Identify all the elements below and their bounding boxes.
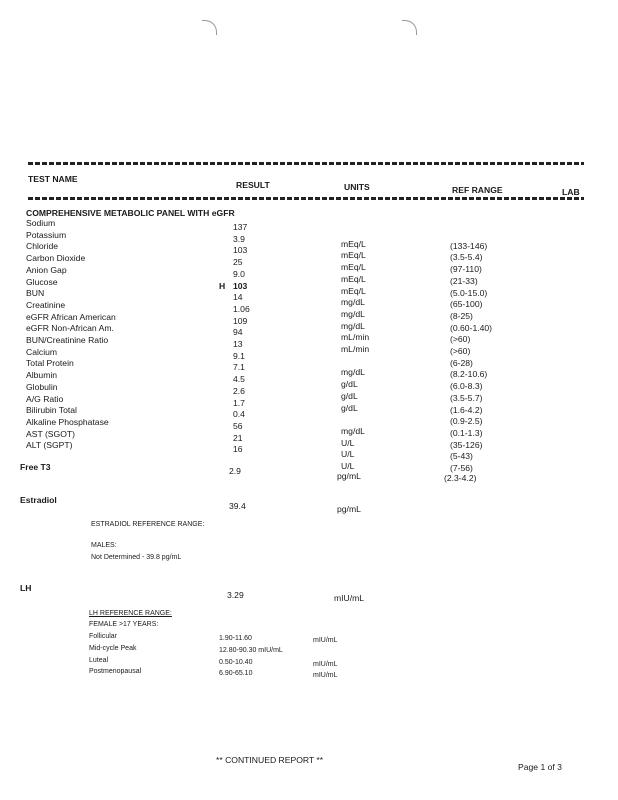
test-name: Glucose <box>26 276 58 287</box>
test-result: 94 <box>233 327 243 338</box>
page-number: Page 1 of 3 <box>518 762 562 772</box>
test-result: 14 <box>233 292 243 303</box>
estradiol-note-males: MALES: <box>91 542 117 549</box>
test-units: g/dL <box>341 390 358 401</box>
col-lab: LAB <box>562 187 580 197</box>
test-result: 7.1 <box>233 362 245 373</box>
free-t3-name: Free T3 <box>20 462 51 472</box>
test-name: Alkaline Phosphatase <box>26 416 109 427</box>
test-result: 4.5 <box>233 374 245 385</box>
test-name: ALT (SGPT) <box>26 440 73 451</box>
test-units: g/dL <box>341 379 358 390</box>
test-ref-range: (5-43) <box>450 451 473 462</box>
test-name: Anion Gap <box>26 264 67 275</box>
free-t3-ref: (2.3-4.2) <box>444 473 477 483</box>
test-ref-range: (6-28) <box>450 357 473 368</box>
lh-phase-label: Postmenopausal <box>89 668 142 676</box>
header-rule-bottom <box>28 197 584 200</box>
test-name: Total Protein <box>26 358 74 369</box>
test-name: BUN <box>26 288 45 299</box>
test-units: mL/min <box>341 344 370 354</box>
lh-phase-range: 0.50-10.40 <box>219 658 253 666</box>
test-result: 2.6 <box>233 385 245 396</box>
test-name: eGFR African American <box>26 311 116 322</box>
col-result: RESULT <box>236 180 270 190</box>
free-t3-result: 2.9 <box>229 466 241 476</box>
test-units: U/L <box>341 437 355 448</box>
test-name: Globulin <box>26 381 58 392</box>
test-ref-range: (3.5-5.4) <box>450 252 483 263</box>
test-result: 137 <box>233 222 248 232</box>
continued-note: ** CONTINUED REPORT ** <box>216 755 324 765</box>
test-name: Carbon Dioxide <box>26 253 86 264</box>
test-units: mL/min <box>341 332 370 343</box>
col-ref-range: REF RANGE <box>452 185 503 195</box>
test-result: 3.9 <box>233 233 245 244</box>
test-ref-range: (8-25) <box>450 310 473 321</box>
lh-phase-unit: mIU/mL <box>313 672 338 680</box>
test-result: 25 <box>233 257 243 268</box>
test-result: 9.0 <box>233 268 245 279</box>
scan-mark <box>402 20 417 35</box>
test-ref-range: (5.0-15.0) <box>450 287 488 298</box>
test-units: mEq/L <box>341 250 366 261</box>
test-name: AST (SGOT) <box>26 428 76 439</box>
test-name: Creatinine <box>26 299 66 310</box>
high-flag: H <box>219 280 226 291</box>
test-name: A/G Ratio <box>26 393 64 404</box>
header-rule-top <box>28 162 584 165</box>
test-ref-range: (7-56) <box>450 463 473 473</box>
test-name: BUN/Creatinine Ratio <box>26 335 109 345</box>
test-units: mEq/L <box>341 273 366 284</box>
lh-phase-range: 12.80-90.30 mIU/mL <box>219 646 283 654</box>
lh-phase-range: 1.90-11.60 <box>219 635 252 642</box>
test-units: U/L <box>341 449 355 460</box>
test-ref-range: (6.0-8.3) <box>450 381 483 392</box>
test-ref-range: (0.1-1.3) <box>450 427 483 438</box>
test-result: 109 <box>233 315 248 326</box>
test-ref-range: (133-146) <box>450 240 488 251</box>
test-ref-range: (65-100) <box>450 299 483 310</box>
test-units: mg/dL <box>341 367 365 378</box>
test-result: 103 <box>233 245 248 256</box>
scan-mark <box>202 20 217 35</box>
test-units: mg/dL <box>341 425 365 436</box>
free-t3-units: pg/mL <box>337 471 361 481</box>
test-result: 1.7 <box>233 397 245 408</box>
lh-phase-label: Mid-cycle Peak <box>89 644 137 652</box>
lh-phase-label: Luteal <box>89 656 109 664</box>
test-ref-range: (97-110) <box>450 264 482 275</box>
test-ref-range: (0.9-2.5) <box>450 416 483 427</box>
lh-ref-sub: FEMALE >17 YEARS: <box>89 621 159 628</box>
estradiol-name: Estradiol <box>20 495 57 505</box>
test-name: Chloride <box>26 241 59 252</box>
test-ref-range: (21-33) <box>450 275 478 286</box>
test-units: mEq/L <box>341 285 366 296</box>
panel-title: COMPREHENSIVE METABOLIC PANEL WITH eGFR <box>26 208 235 218</box>
test-result: 13 <box>233 339 243 349</box>
test-result: 1.06 <box>233 303 250 314</box>
test-name: Potassium <box>26 229 67 240</box>
lh-phase-unit: mIU/mL <box>313 637 338 644</box>
estradiol-result: 39.4 <box>229 501 246 511</box>
estradiol-units: pg/mL <box>337 504 361 514</box>
test-units: mEq/L <box>341 262 366 273</box>
test-name: Calcium <box>26 346 58 357</box>
test-units: mg/dL <box>341 320 365 331</box>
lh-result: 3.29 <box>227 590 244 600</box>
test-units: U/L <box>341 461 355 471</box>
test-name: Albumin <box>26 370 58 381</box>
estradiol-note-title: ESTRADIOL REFERENCE RANGE: <box>91 521 205 528</box>
test-ref-range: (8.2-10.6) <box>450 369 488 380</box>
test-units: g/dL <box>341 402 358 413</box>
test-result: 9.1 <box>233 350 245 361</box>
lh-phase-label: Follicular <box>89 633 118 640</box>
test-units: mg/dL <box>341 297 365 308</box>
test-name: Sodium <box>26 218 56 228</box>
test-result: 21 <box>233 432 243 443</box>
test-ref-range: (0.60-1.40) <box>450 322 493 333</box>
lh-phase-range: 6.90-65.10 <box>219 670 253 678</box>
test-name: eGFR Non-African Am. <box>26 323 114 334</box>
test-units: mEq/L <box>341 238 366 249</box>
test-ref-range: (3.5-5.7) <box>450 392 483 403</box>
estradiol-note-value: Not Determined - 39.8 pg/mL <box>91 554 182 561</box>
test-result: 103 <box>233 280 248 291</box>
lh-ref-title: LH REFERENCE RANGE: <box>89 610 172 617</box>
lh-units: mIU/mL <box>334 593 365 603</box>
test-ref-range: (>60) <box>450 346 471 356</box>
col-test-name: TEST NAME <box>28 174 78 184</box>
test-result: 56 <box>233 420 243 431</box>
test-name: Bilirubin Total <box>26 405 77 416</box>
test-units: mg/dL <box>341 308 365 319</box>
test-result: 0.4 <box>233 409 245 420</box>
test-ref-range: (35-126) <box>450 439 483 450</box>
lh-name: LH <box>20 583 32 593</box>
test-ref-range: (1.6-4.2) <box>450 404 483 415</box>
lh-phase-unit: mIU/mL <box>313 660 338 668</box>
test-result: 16 <box>233 444 243 455</box>
test-ref-range: (>60) <box>450 334 471 345</box>
col-units: UNITS <box>344 182 370 192</box>
